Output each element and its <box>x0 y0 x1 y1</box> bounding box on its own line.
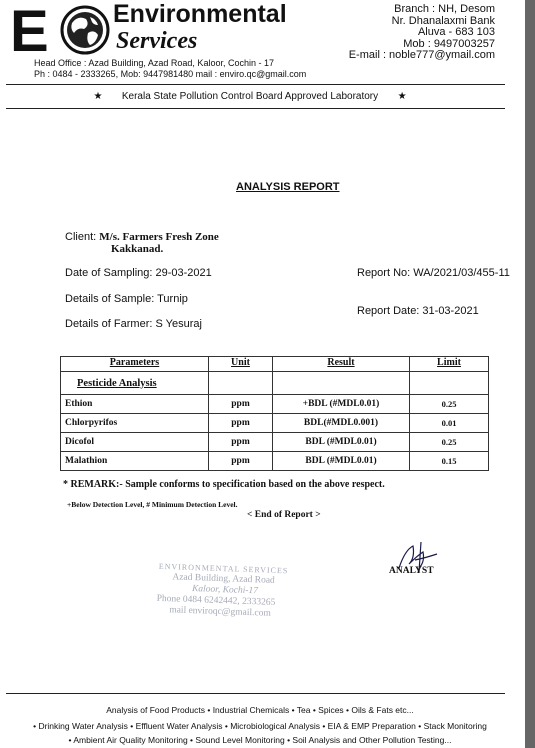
unit-cell: ppm <box>209 433 273 452</box>
limit-cell: 0.01 <box>410 414 489 433</box>
client-name: M/s. Farmers Fresh Zone <box>99 231 219 243</box>
logo-letter: E <box>10 0 47 64</box>
stamp-line: mail enviroqc@gmail.com <box>169 605 272 619</box>
limit-cell: 0.15 <box>410 452 489 471</box>
parameter-cell: Chlorpyrifos <box>61 414 209 433</box>
parameter-cell: Dicofol <box>61 433 209 452</box>
header-divider-top <box>6 84 505 85</box>
branch-line: Aluva - 683 103 <box>417 26 495 38</box>
branch-line: Mob : 9497003257 <box>403 37 495 50</box>
analyst-label: ANALYST <box>389 566 434 576</box>
branch-line: Nr. Dhanalaxmi Bank <box>391 14 495 27</box>
client-label: Client: <box>65 231 97 243</box>
result-cell: BDL (#MDL0.01) <box>273 433 410 452</box>
remark-text: * REMARK:- Sample conforms to specification based on the above respect. <box>63 479 385 490</box>
farmer-details: Details of Farmer: S Yesuraj <box>65 318 202 330</box>
branch-line: Branch : NH, Desom <box>394 3 495 15</box>
parameter-cell: Ethion <box>61 395 209 414</box>
result-cell: +BDL (#MDL0.01) <box>273 395 410 414</box>
sampling-date: Date of Sampling: 29-03-2021 <box>65 267 212 279</box>
result-cell: BDL (#MDL0.01) <box>273 452 410 471</box>
section-title: Pesticide Analysis <box>77 377 157 389</box>
report-title: ANALYSIS REPORT <box>236 181 340 193</box>
footer-line: • Drinking Water Analysis • Effluent Water Analysis • Microbiological Analysis • EIA & EMP Preparation • Stack Monitoring <box>33 721 487 731</box>
head-office-line: Head Office : Azad Building, Azad Road, Kaloor, Cochin - 17 <box>34 58 274 68</box>
stamp-line: ENVIRONMENTAL SERVICES <box>158 561 289 576</box>
footer-line: Analysis of Food Products • Industrial Chemicals • Tea • Spices • Oils & Fats etc... <box>106 705 414 715</box>
star-icon: ★ <box>397 91 407 102</box>
stamp-line: Azad Building, Azad Road <box>172 572 275 586</box>
limit-cell: 0.25 <box>410 395 489 414</box>
limit-cell: 0.25 <box>410 433 489 452</box>
brand-name-line2: Services <box>116 28 198 54</box>
star-icon: ★ <box>93 91 103 102</box>
table-row <box>61 433 489 452</box>
parameter-cell: Malathion <box>61 452 209 471</box>
unit-cell: ppm <box>209 452 273 471</box>
column-header: Unit <box>209 357 273 372</box>
table-row <box>61 452 489 471</box>
header-divider-bottom <box>6 108 505 109</box>
report-number: Report No: WA/2021/03/455-11 <box>357 267 510 279</box>
table-row <box>61 414 489 433</box>
sample-details: Details of Sample: Turnip <box>65 293 188 305</box>
column-header: Parameters <box>61 357 209 372</box>
globe-logo-icon <box>60 5 110 55</box>
table-header-row <box>61 357 489 372</box>
stamp-line: Kaloor, Kochi-17 <box>191 584 259 597</box>
footer-line: • Ambient Air Quality Monitoring • Sound Level Monitoring • Soil Analysis and Other Pollution Testing... <box>68 735 452 745</box>
stamp-line: Phone 0484 6242442, 2333265 <box>156 593 276 608</box>
unit-cell: ppm <box>209 414 273 433</box>
detection-legend: +Below Detection Level, # Minimum Detection Level. <box>67 500 238 509</box>
tagline-text: Kerala State Pollution Control Board Approved Laboratory <box>121 91 379 102</box>
results-table <box>60 356 489 471</box>
report-date: Report Date: 31-03-2021 <box>357 305 479 317</box>
lab-stamp <box>151 561 288 621</box>
end-of-report: < End of Report > <box>247 510 321 520</box>
brand-name-line1: Environmental <box>113 0 287 28</box>
footer-divider <box>6 693 505 694</box>
unit-cell: ppm <box>209 395 273 414</box>
head-office-line: Ph : 0484 - 2333265, Mob: 9447981480 mail : enviro.qc@gmail.com <box>34 69 307 79</box>
head-office-address <box>34 58 306 80</box>
branch-address <box>295 4 495 62</box>
accreditation-tagline <box>0 91 500 103</box>
client-place: Kakkanad. <box>111 243 164 255</box>
table-row <box>61 395 489 414</box>
column-header: Result <box>273 357 410 372</box>
result-cell: BDL(#MDL0.001) <box>273 414 410 433</box>
branch-line: E-mail : noble777@ymail.com <box>348 49 495 61</box>
page-edge-shadow <box>525 0 535 748</box>
column-header: Limit <box>410 357 489 372</box>
section-row <box>61 372 489 395</box>
